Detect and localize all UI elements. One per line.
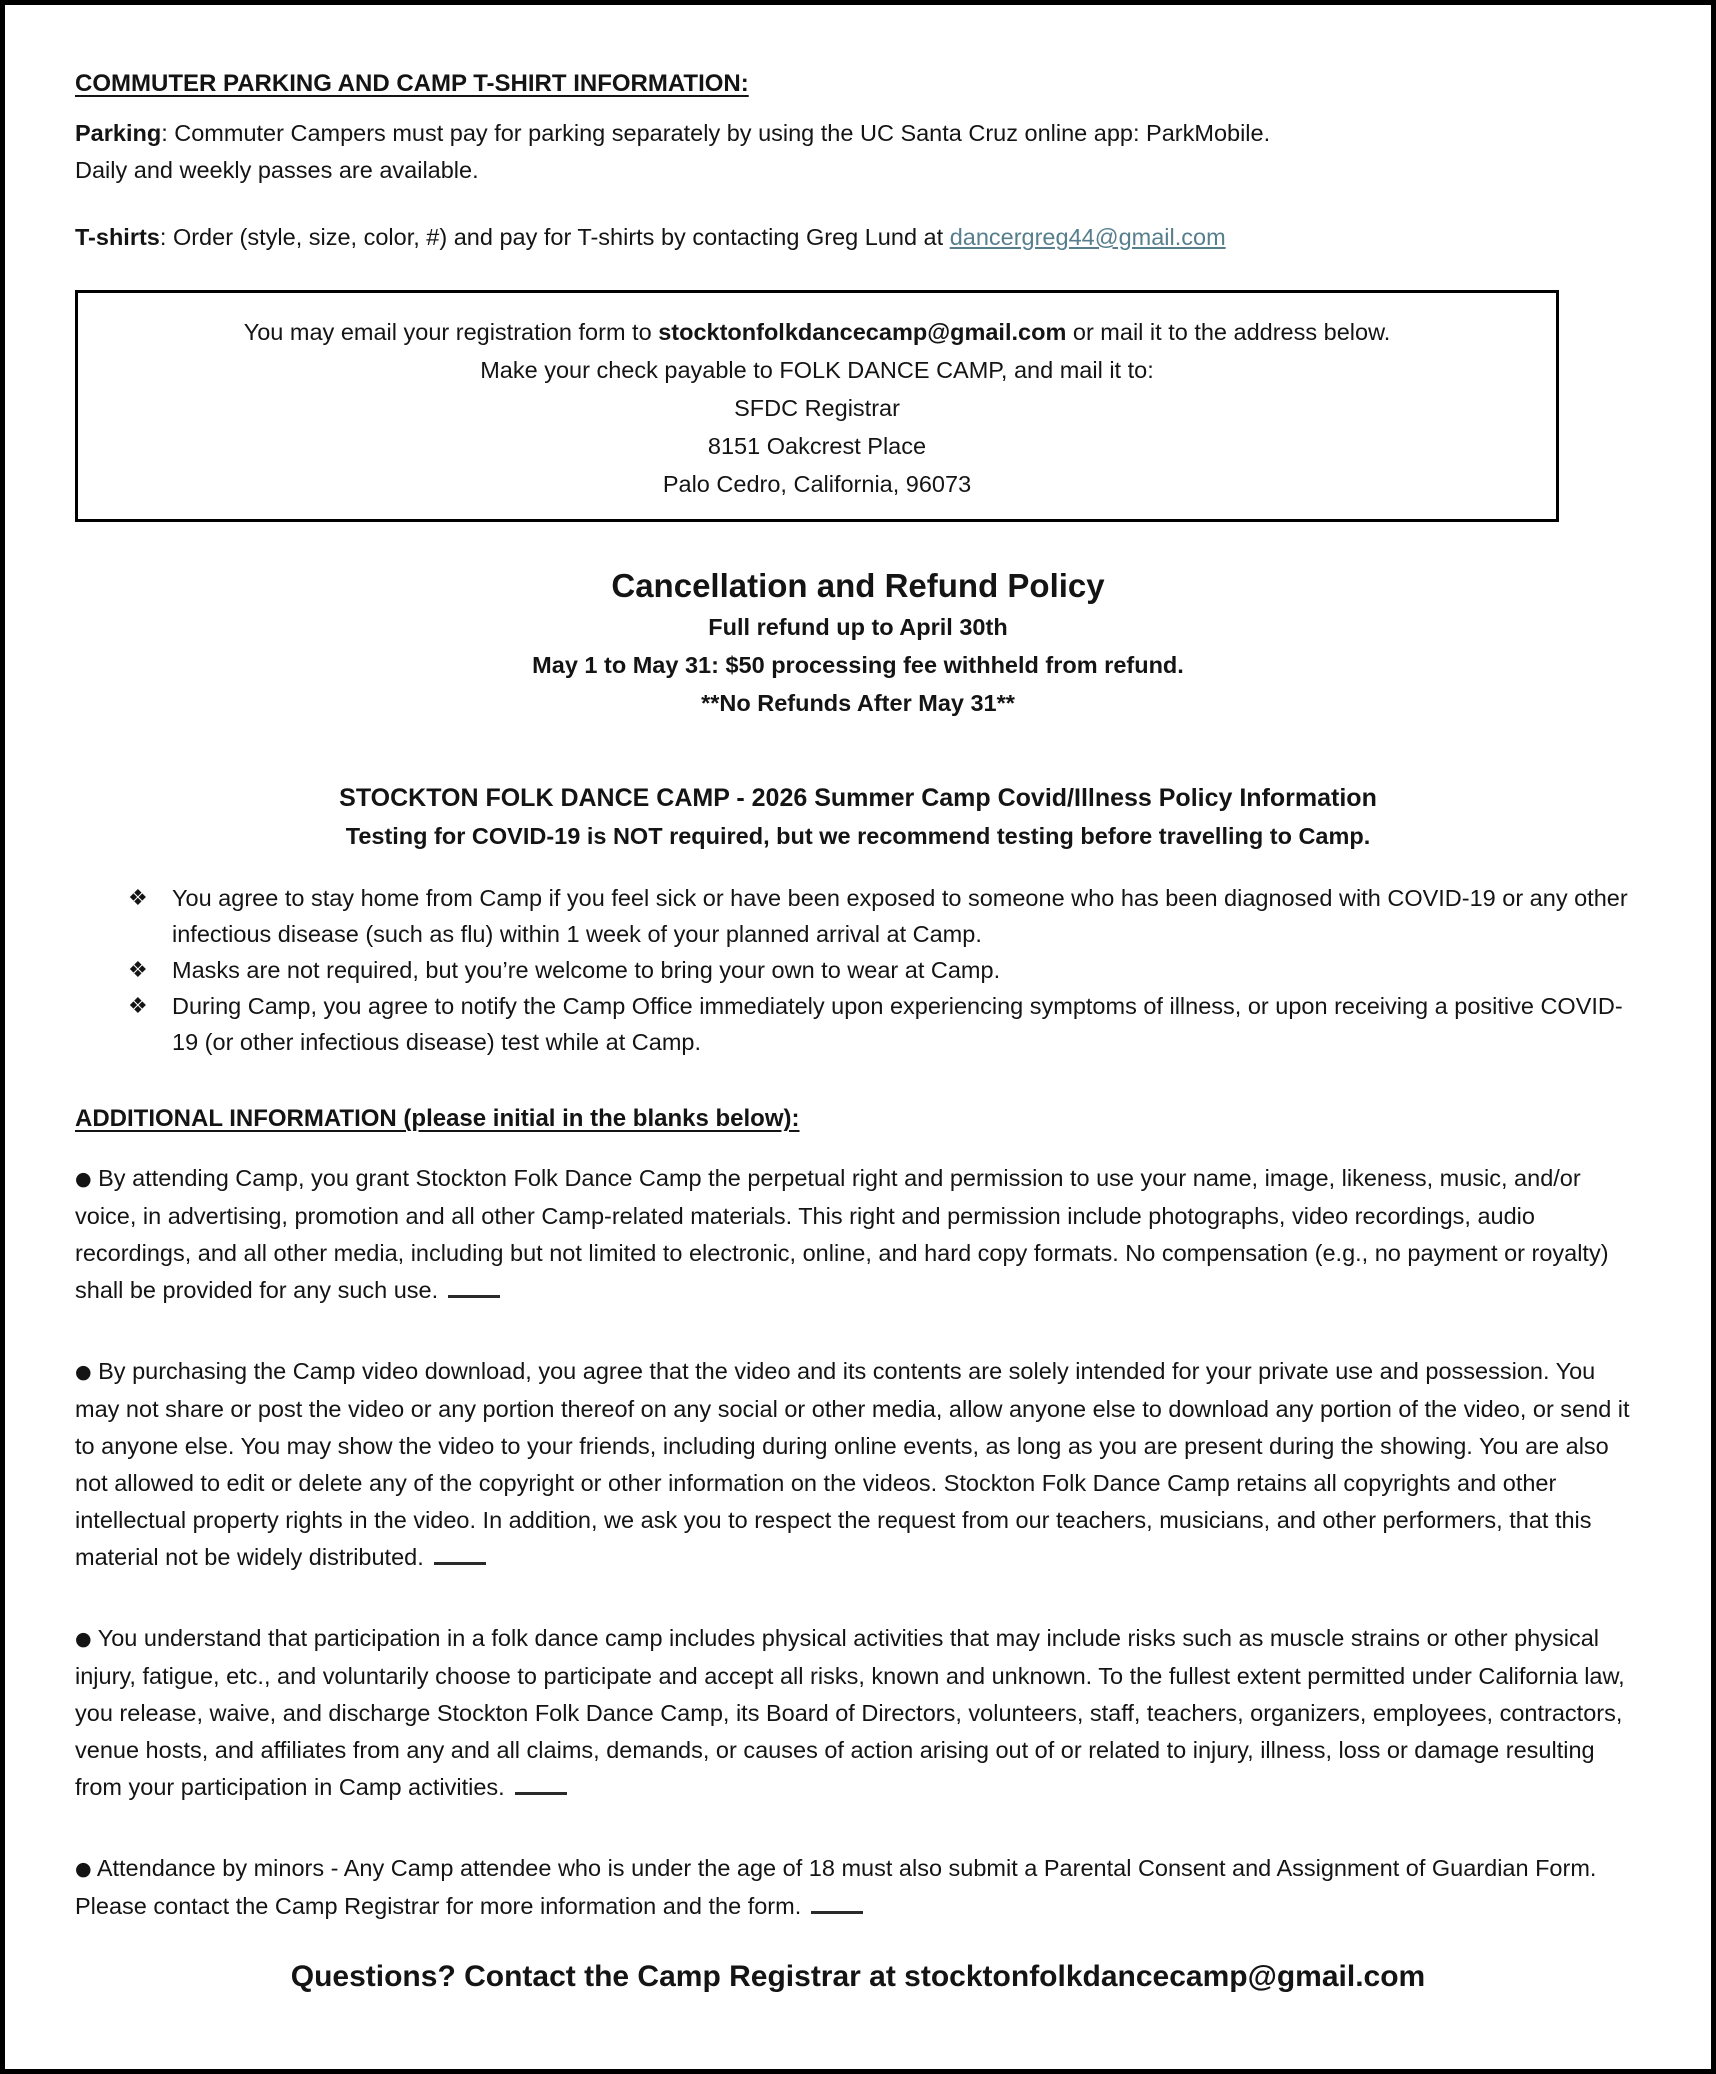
covid-policy-section — [75, 778, 1641, 1060]
covid-bullet-notify-office-text: During Camp, you agree to notify the Camp Office immediately upon experiencing symptoms of illness, or upon receiving a positive COVID-19 (or other infectious disease) test while at Camp. — [172, 993, 1623, 1055]
registration-email: stocktonfolkdancecamp@gmail.com — [658, 319, 1067, 345]
diamond-bullet-icon: ❖ — [128, 958, 148, 983]
additional-info-heading: ADDITIONAL INFORMATION (please initial in the blanks below): — [75, 1105, 800, 1132]
initial-blank-video-download — [434, 1542, 486, 1565]
tshirt-text: : Order (style, size, color, #) and pay for T-shirts by contacting Greg Lund at — [159, 224, 950, 250]
minors-attendance-text: Attendance by minors - Any Camp attendee who is under the age of 18 must also submit a Parental Consent and Assignment of Guardian Form. Please contact the Camp Registrar for more information and the form. — [75, 1855, 1597, 1919]
tshirt-label: T-shirts — [75, 224, 160, 250]
media-release-text: By attending Camp, you grant Stockton Folk Dance Camp the perpetual right and permission to use your name, image, likeness, music, and/or voice, in advertising, promotion and all other Camp-related materials. This right and permission include photographs, video recordings, audio recordings, and all other media, including but not limited to electronic, online, and hard copy formats. No compensation (e.g., no payment or royalty) shall be provided for any such use. — [75, 1165, 1609, 1303]
initial-blank-liability-waiver — [515, 1772, 567, 1795]
address-street: 8151 Oakcrest Place — [707, 433, 927, 459]
check-payable-line: Make your check payable to FOLK DANCE CAMP, and mail it to: — [480, 357, 1154, 383]
covid-bullet-stay-home — [128, 880, 1641, 952]
covid-policy-heading: STOCKTON FOLK DANCE CAMP - 2026 Summer Camp Covid/Illness Policy Information — [339, 784, 1377, 812]
liability-waiver-text: You understand that participation in a folk dance camp includes physical activities that may include risks such as muscle strains or other physical injury, fatigue, etc., and voluntarily choose to participate and accept all risks, known and unknown. To the fullest extent permitted under California law, you release, waive, and discharge Stockton Folk Dance Camp, its Board of Directors, volunteers, staff, teachers, organizers, employees, contractors, venue hosts, and affiliates from any and all claims, demands, or causes of action arising out of or related to injury, illness, loss or damage resulting from your participation in Camp activities. — [75, 1625, 1625, 1800]
address-city: Palo Cedro, California, 96073 — [662, 471, 972, 497]
covid-bullet-masks-text: Masks are not required, but you’re welcome to bring your own to wear at Camp. — [172, 957, 1001, 983]
email-registration-suffix: or mail it to the address below. — [1066, 319, 1391, 345]
liability-waiver-paragraph — [75, 1620, 1641, 1806]
tshirt-paragraph — [75, 219, 1641, 256]
parking-paragraph — [75, 115, 1641, 189]
tshirt-email-link[interactable]: dancergreg44@gmail.com — [949, 224, 1226, 250]
covid-testing-subheading: Testing for COVID-19 is NOT required, but we recommend testing before travelling to Camp. — [345, 823, 1371, 849]
media-release-paragraph — [75, 1160, 1641, 1309]
video-download-paragraph — [75, 1353, 1641, 1576]
refund-policy-title: Cancellation and Refund Policy — [611, 567, 1105, 604]
parking-label: Parking — [75, 120, 162, 146]
minors-attendance-paragraph — [75, 1850, 1641, 1925]
additional-info-section — [75, 1104, 1641, 1925]
email-registration-line — [98, 313, 1536, 351]
email-registration-prefix: You may email your registration form to — [243, 319, 659, 345]
diamond-bullet-icon: ❖ — [128, 886, 148, 911]
refund-rule-no-refunds: **No Refunds After May 31** — [701, 690, 1015, 716]
covid-bullet-list — [75, 880, 1641, 1060]
covid-bullet-masks — [128, 952, 1641, 988]
dot-bullet-icon: ● — [75, 1361, 92, 1383]
parking-text-line1: : Commuter Campers must pay for parking separately by using the UC Santa Cruz online app: ParkMobile. — [161, 120, 1271, 146]
refund-rule-processing-fee: May 1 to May 31: $50 processing fee withheld from refund. — [532, 652, 1184, 678]
parking-tshirt-section — [75, 69, 1641, 256]
refund-rule-full-refund: Full refund up to April 30th — [708, 614, 1008, 640]
initial-blank-minors-attendance — [811, 1891, 863, 1914]
parking-text-line2: Daily and weekly passes are available. — [75, 157, 479, 183]
address-name: SFDC Registrar — [734, 395, 900, 421]
covid-bullet-notify-office — [128, 988, 1641, 1060]
dot-bullet-icon: ● — [75, 1858, 92, 1880]
initial-blank-media-release — [448, 1275, 500, 1298]
questions-contact-footer: Questions? Contact the Camp Registrar at stocktonfolkdancecamp@gmail.com — [290, 1960, 1426, 1993]
dot-bullet-icon: ● — [75, 1628, 92, 1650]
commuter-parking-heading: COMMUTER PARKING AND CAMP T-SHIRT INFORMATION: — [75, 70, 749, 97]
video-download-text: By purchasing the Camp video download, you agree that the video and its contents are solely intended for your private use and possession. You may not share or post the video or any portion thereof on any social or other media, allow anyone else to download any portion of the video, or send it to anyone else. You may show the video to your friends, including during online events, as long as you are present during the showing. You are also not allowed to edit or delete any of the copyright or other information on the videos. Stockton Folk Dance Camp retains all copyrights and other intellectual property rights in the video. In addition, we ask you to respect the request from our teachers, musicians, and other performers, that this material not be widely distributed. — [75, 1358, 1630, 1570]
mailing-instructions-box — [75, 290, 1559, 522]
dot-bullet-icon: ● — [75, 1168, 92, 1190]
covid-bullet-stay-home-text: You agree to stay home from Camp if you feel sick or have been exposed to someone who has been diagnosed with COVID-19 or any other infectious disease (such as flu) within 1 week of your planned arrival at Camp. — [172, 885, 1628, 947]
refund-policy-section — [75, 564, 1641, 722]
diamond-bullet-icon: ❖ — [128, 994, 148, 1019]
